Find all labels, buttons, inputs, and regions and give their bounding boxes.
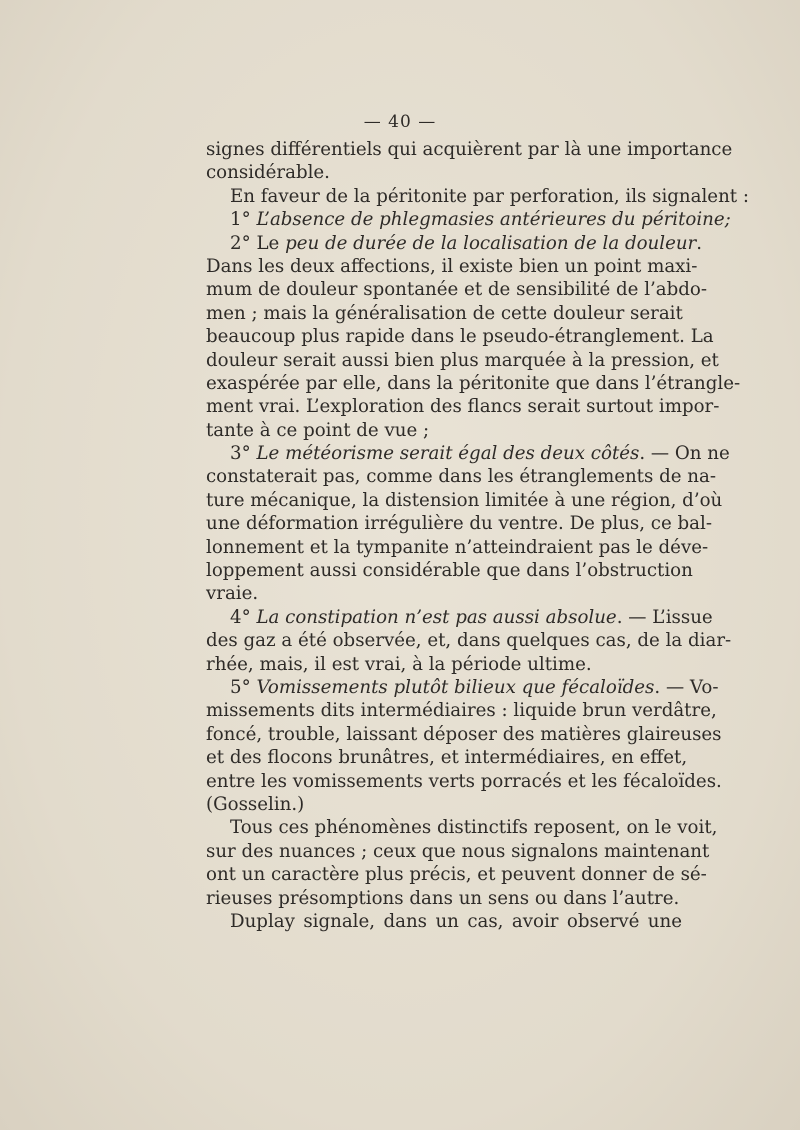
line-text: lonnement et la tympanite n’atteindraient pas le déve-: [206, 536, 709, 558]
text-line: [206, 629, 732, 652]
text-line: [206, 512, 712, 535]
line-text: ture mécanique, la distension limitée à une région, d’où: [206, 489, 723, 511]
text-line: [206, 606, 713, 629]
text-line: [206, 442, 730, 465]
line-text: (Gosselin.): [206, 793, 305, 815]
text-line: [206, 816, 718, 839]
text-line: [206, 910, 682, 933]
text-line: [206, 161, 682, 184]
italic-heading: Vomissements plutôt bilieux que fécaloïdes: [256, 676, 655, 698]
line-text: mum de douleur spontanée et de sensibilité de l’abdo-: [206, 279, 708, 301]
text-line: [206, 395, 720, 418]
line-prefix: 2° Le: [230, 232, 286, 254]
text-line: [206, 349, 719, 372]
text-line: [206, 372, 741, 395]
text-line: [206, 559, 693, 582]
text-line: [206, 699, 717, 722]
text-line: [206, 489, 723, 512]
text-line: [206, 840, 710, 863]
line-text: et des flocons brunâtres, et intermédiaires, en effet,: [206, 747, 688, 769]
line-text: rieuses présomptions dans un sens ou dans l’autre.: [206, 887, 680, 909]
body-text: [206, 138, 750, 933]
line-text: missements dits intermédiaires : liquide brun verdâtre,: [206, 700, 717, 722]
text-line: [206, 325, 714, 348]
text-line: [206, 232, 703, 255]
line-text: constaterait pas, comme dans les étranglements de na-: [206, 466, 716, 488]
text-line: [206, 793, 682, 816]
line-text: ont un caractère plus précis, et peuvent donner de sé-: [206, 864, 707, 886]
line-prefix: 5°: [230, 676, 257, 698]
line-prefix: 3°: [230, 443, 257, 465]
line-prefix: 4°: [230, 606, 257, 628]
text-line: [206, 582, 682, 605]
line-text: exaspérée par elle, dans la péritonite que dans l’étrangle-: [206, 372, 741, 394]
italic-heading: L’absence de phlegmasies antérieures du péritoine;: [256, 209, 731, 231]
text-line: [206, 653, 682, 676]
line-text: douleur serait aussi bien plus marquée à la pression, et: [206, 349, 719, 371]
line-text: vraie.: [206, 583, 259, 605]
page-number: — 40 —: [363, 112, 437, 132]
line-text: Tous ces phénomènes distinctifs reposent, on le voit,: [230, 817, 718, 839]
text-line: [206, 770, 722, 793]
italic-heading: peu de durée de la localisation de la douleur: [285, 232, 697, 254]
text-line: [206, 863, 707, 886]
text-line: [206, 302, 682, 325]
line-text: beaucoup plus rapide dans le pseudo-étranglement. La: [206, 326, 714, 348]
line-text: signes différentiels qui acquièrent par là une importance: [206, 139, 733, 160]
text-line: [206, 255, 698, 278]
text-line: [206, 536, 709, 559]
text-line: [206, 138, 733, 161]
italic-heading: Le météorisme serait égal des deux côtés: [256, 443, 640, 465]
line-text: ment vrai. L’exploration des flancs serait surtout impor-: [206, 396, 720, 418]
line-text: rhée, mais, il est vrai, à la période ultime.: [206, 653, 592, 675]
text-line: [206, 185, 750, 208]
text-line: [206, 278, 708, 301]
line-text: une déformation irrégulière du ventre. De plus, ce bal-: [206, 513, 712, 535]
text-line: [206, 208, 731, 231]
line-text: entre les vomissements verts porracés et les fécaloïdes.: [206, 770, 722, 792]
line-suffix: .: [696, 232, 703, 254]
line-text: En faveur de la péritonite par perforation, ils signalent :: [230, 185, 750, 207]
line-text: sur des nuances ; ceux que nous signalons maintenant: [206, 840, 710, 862]
line-text: Dans les deux affections, il existe bien un point maxi-: [206, 255, 698, 277]
line-text: tante à ce point de vue ;: [206, 419, 430, 441]
line-text: loppement aussi considérable que dans l’obstruction: [206, 560, 693, 582]
text-line: [206, 419, 682, 442]
line-suffix: . — On ne: [639, 443, 730, 465]
line-suffix: . — L’issue: [616, 606, 713, 628]
line-text: des gaz a été observée, et, dans quelques cas, de la diar-: [206, 630, 732, 652]
line-text: Duplay signale, dans un cas, avoir observé une: [230, 910, 682, 932]
text-line: [206, 723, 722, 746]
line-text: men ; mais la généralisation de cette douleur serait: [206, 302, 683, 324]
line-prefix: 1°: [230, 209, 257, 231]
line-text: considérable.: [206, 162, 330, 184]
italic-heading: La constipation n’est pas aussi absolue: [256, 606, 617, 628]
line-suffix: . — Vo-: [654, 676, 719, 698]
text-line: [206, 465, 716, 488]
line-text: foncé, trouble, laissant déposer des matières glaireuses: [206, 723, 722, 745]
text-line: [206, 746, 688, 769]
text-line: [206, 887, 682, 910]
text-line: [206, 676, 719, 699]
